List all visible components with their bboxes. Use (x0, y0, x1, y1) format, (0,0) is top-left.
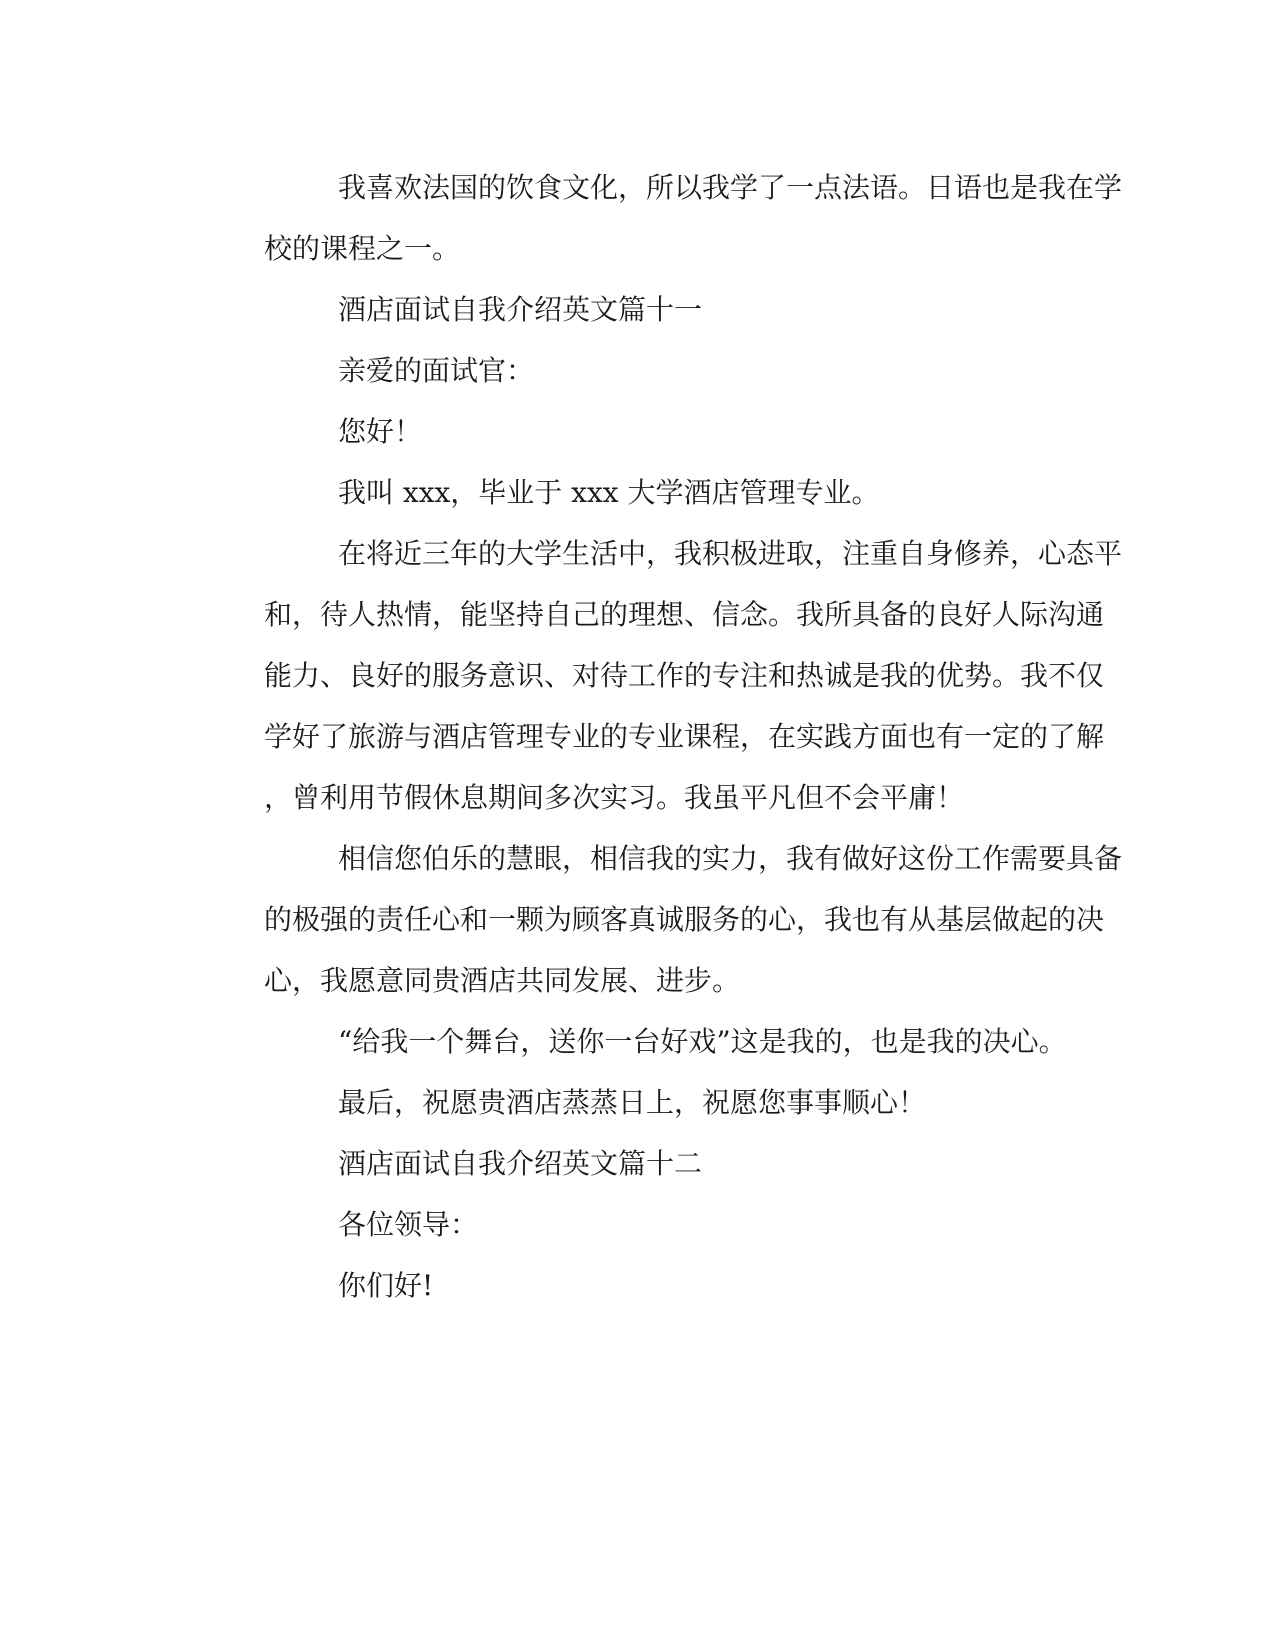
text-line: 能力、良好的服务意识、对待工作的专注和热诚是我的优势。我不仅 (264, 659, 1105, 692)
paragraph-confidence (190, 828, 1123, 1011)
paragraph-university-life (190, 523, 1123, 828)
text-line: 我喜欢法国的饮食文化，所以我学了一点法语。日语也是我在学 (338, 171, 1123, 204)
text-line: 各位领导： (338, 1208, 479, 1241)
text-line: 最后，祝愿贵酒店蒸蒸日上，祝愿您事事顺心！ (338, 1086, 927, 1119)
text-line: 你们好! (338, 1269, 434, 1302)
text-line: 校的课程之一。 (264, 232, 461, 265)
text-line: 酒店面试自我介绍英文篇十二 (338, 1147, 703, 1180)
text-line: 酒店面试自我介绍英文篇十一 (338, 293, 703, 326)
salutation-leaders (190, 1194, 1080, 1255)
text-line: 在将近三年的大学生活中，我积极进取，注重自身修养，心态平 (338, 537, 1123, 570)
text-line: 心，我愿意同贵酒店共同发展、进步。 (264, 964, 741, 997)
greeting (190, 401, 1080, 462)
greeting-plural (190, 1255, 1080, 1316)
paragraph-french-japanese (190, 157, 1123, 279)
introduction (190, 462, 1080, 523)
text-line: 和，待人热情，能坚持自己的理想、信念。我所具备的良好人际沟通 (264, 598, 1105, 631)
paragraph-closing-wishes (190, 1072, 1080, 1133)
text-line: “给我一个舞台，送你一台好戏”这是我的，也是我的决心。 (338, 1025, 1067, 1058)
text-line: 您好！ (338, 415, 423, 448)
text-line: 相信您伯乐的慧眼，相信我的实力，我有做好这份工作需要具备 (338, 842, 1123, 875)
paragraph-stage-quote (190, 1011, 1080, 1072)
text-line: 亲爱的面试官： (338, 354, 535, 387)
document-body (190, 157, 1123, 1316)
text-line: 我叫 xxx，毕业于 xxx 大学酒店管理专业。 (338, 476, 880, 509)
text-line: ，曾利用节假休息期间多次实习。我虽平凡但不会平庸！ (264, 781, 965, 814)
section-heading-eleven (190, 279, 1080, 340)
section-heading-twelve (190, 1133, 1080, 1194)
text-line: 的极强的责任心和一颗为顾客真诚服务的心，我也有从基层做起的决 (264, 903, 1105, 936)
text-line: 学好了旅游与酒店管理专业的专业课程，在实践方面也有一定的了解 (264, 720, 1105, 753)
salutation (190, 340, 1080, 401)
